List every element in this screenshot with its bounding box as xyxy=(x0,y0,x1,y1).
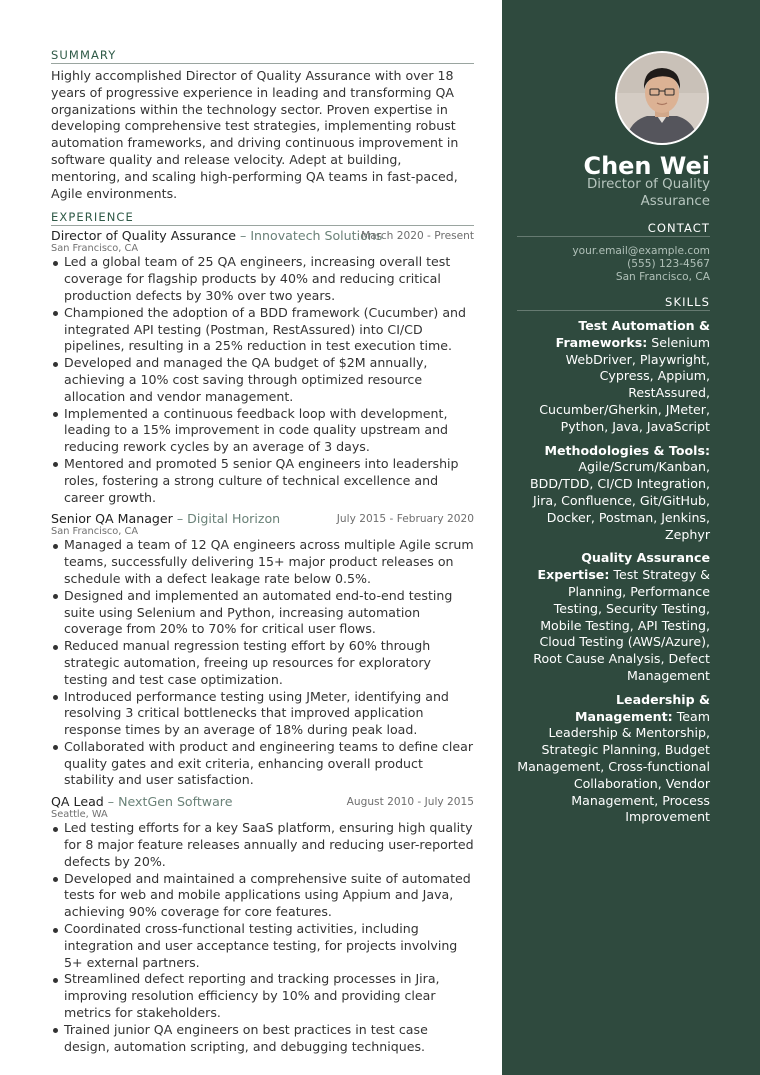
job-header xyxy=(51,228,474,244)
skill-group xyxy=(517,318,710,436)
profile-photo xyxy=(615,51,709,145)
contact-phone: (555) 123-4567 xyxy=(627,257,710,270)
job-bullet: Streamlined defect reporting and tracking processes in Jira, improving resolution efficiency by 10% and providing clear metrics for stakeholders. xyxy=(51,971,474,1021)
job-dates: July 2015 - February 2020 xyxy=(336,513,474,526)
job-bullet: Reduced manual regression testing effort by 60% through strategic automation, freeing up resources for exploratory testing and test case optimization. xyxy=(51,638,474,688)
job-bullet: Introduced performance testing using JMeter, identifying and resolving 3 critical bottlenecks that improved application response times by an average of 18% during peak load. xyxy=(51,689,474,739)
job-title: Director of Quality Assurance xyxy=(51,228,237,244)
job-bullet: Led a global team of 25 QA engineers, increasing overall test coverage for flagship products by 40% and reducing critical production defects by 30% over two years. xyxy=(51,254,474,304)
job-location: San Francisco, CA xyxy=(51,243,139,255)
experience-heading: EXPERIENCE xyxy=(51,210,474,226)
skill-group-text: Test Strategy & Planning, Performance Testing, Security Testing, Mobile Testing, API Testing, Cloud Testing (AWS/Azure), Root Cause Analysis, Defect Management xyxy=(533,567,710,683)
job-bullets xyxy=(51,537,474,789)
job-bullet: Coordinated cross-functional testing activities, including integration and user acceptance testing, for projects involving 5+ external partners. xyxy=(51,921,474,971)
skill-group-text: Agile/Scrum/Kanban, BDD/TDD, CI/CD Integration, Jira, Confluence, Git/GitHub, Docker, Postman, Jenkins, Zephyr xyxy=(529,459,710,542)
contact-location: San Francisco, CA xyxy=(615,270,710,283)
skill-group-label: Quality Assurance Expertise: xyxy=(537,550,710,583)
job-entry xyxy=(51,228,474,506)
job-location: San Francisco, CA xyxy=(51,526,139,538)
candidate-title-line: Director of Quality xyxy=(586,177,710,192)
job-company: Digital Horizon xyxy=(187,511,281,527)
job-bullet: Designed and implemented an automated end-to-end testing suite using Selenium and Python, increasing automation coverage from 20% to 70% for critical user flows. xyxy=(51,588,474,638)
job-header xyxy=(51,794,474,810)
job-title: Senior QA Manager xyxy=(51,511,173,527)
skills-list xyxy=(517,318,710,833)
job-location: Seattle, WA xyxy=(51,809,108,821)
job-entry xyxy=(51,511,474,789)
job-separator: – xyxy=(236,228,251,244)
main-column xyxy=(51,0,474,1055)
job-bullets xyxy=(51,820,474,1055)
skill-group xyxy=(517,550,710,684)
job-bullets xyxy=(51,254,474,506)
skill-group xyxy=(517,692,710,826)
job-title: QA Lead xyxy=(51,794,104,810)
summary-heading: SUMMARY xyxy=(51,48,474,64)
skill-group xyxy=(517,443,710,544)
job-bullet: Managed a team of 12 QA engineers across multiple Agile scrum teams, successfully delivering 15+ major product releases on schedule with a defect leakage rate below 0.5%. xyxy=(51,537,474,587)
job-bullet: Mentored and promoted 5 senior QA engineers into leadership roles, fostering a strong culture of technical excellence and career growth. xyxy=(51,456,474,506)
job-bullet: Collaborated with product and engineering teams to define clear quality gates and exit criteria, enhancing overall product stability and user satisfaction. xyxy=(51,739,474,789)
job-entry xyxy=(51,794,474,1055)
skill-group-text: Team Leadership & Mentorship, Strategic Planning, Budget Management, Cross-functional Collaboration, Vendor Management, Process Improvement xyxy=(517,708,710,825)
job-dates: March 2020 - Present xyxy=(361,230,474,243)
job-bullet: Developed and maintained a comprehensive suite of automated tests for web and mobile applications using Appium and Java, achieving 90% coverage for core features. xyxy=(51,871,474,921)
job-bullet: Trained junior QA engineers on best practices in test case design, automation scripting, and debugging techniques. xyxy=(51,1022,474,1056)
summary-text: Highly accomplished Director of Quality Assurance with over 18 years of progressive experience in leading and transforming QA organizations within the technology sector. Proven expertise in developing comprehensive test strategies, implementing robust automation frameworks, and driving continuous improvement in software quality and release velocity. Adept at building, mentoring, and scaling high-performing QA teams in fast-paced, Agile environments. xyxy=(51,68,459,201)
contact-block xyxy=(517,245,710,283)
job-company: NextGen Software xyxy=(118,794,233,810)
job-company: Innovatech Solutions xyxy=(250,228,383,244)
skill-group-label: Test Automation & Frameworks: xyxy=(555,318,710,350)
candidate-name: Chen Wei xyxy=(583,152,710,180)
job-separator: – xyxy=(103,794,119,810)
job-bullet: Led testing efforts for a key SaaS platform, ensuring high quality for 8 major feature releases annually and reducing user-reported defects by 20%. xyxy=(51,820,474,870)
skill-group-text: Selenium WebDriver, Playwright, Cypress, Appium, RestAssured, Cucumber/Gherkin, JMeter, Python, Java, JavaScript xyxy=(539,334,710,434)
job-dates: August 2010 - July 2015 xyxy=(346,796,474,809)
job-bullet: Championed the adoption of a BDD framework (Cucumber) and integrated API testing (Postman, RestAssured) into CI/CD pipelines, resulting in a 25% reduction in test execution time. xyxy=(51,305,474,355)
skill-group-label: Methodologies & Tools: xyxy=(544,442,710,458)
job-bullet: Implemented a continuous feedback loop with development, leading to a 15% improvement in code quality upstream and reducing rework cycles by an average of 3 days. xyxy=(51,406,474,456)
candidate-title-line: Assurance xyxy=(640,193,710,209)
contact-email[interactable]: your.email@example.com xyxy=(572,245,710,257)
job-header xyxy=(51,511,474,527)
contact-heading: CONTACT xyxy=(517,221,710,237)
skills-heading: SKILLS xyxy=(517,295,710,311)
skill-group-label: Leadership & Management: xyxy=(574,691,710,724)
job-separator: – xyxy=(172,511,188,527)
person-portrait-icon xyxy=(617,53,707,143)
candidate-title xyxy=(517,177,710,211)
job-bullet: Developed and managed the QA budget of $2M annually, achieving a 10% cost saving through optimized resource allocation and vendor management. xyxy=(51,355,474,405)
